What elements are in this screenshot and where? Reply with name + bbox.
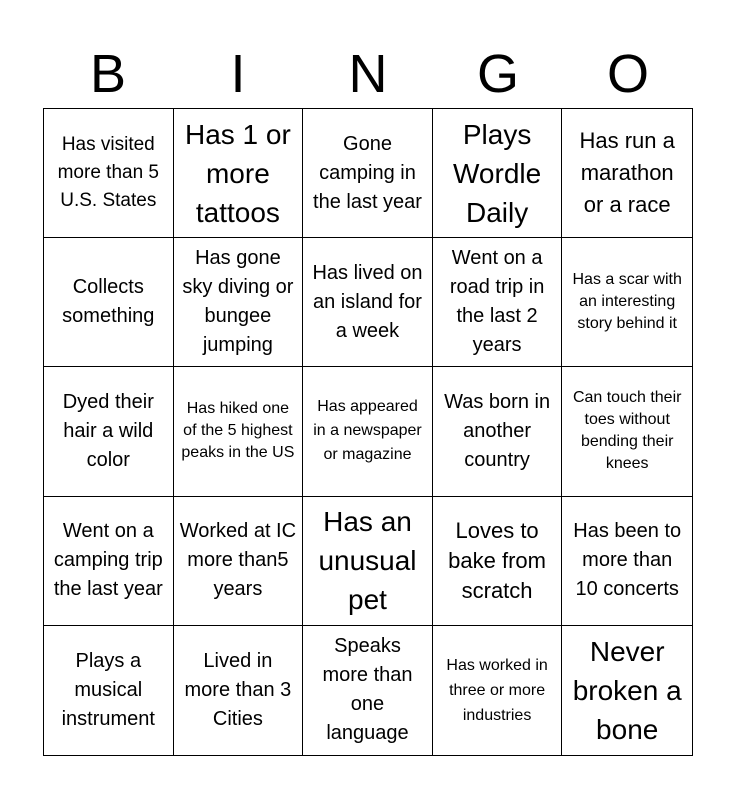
cell-text: Has hiked one of the 5 highest peaks in the US bbox=[181, 400, 295, 462]
cell-text: Has lived on an island for a week bbox=[312, 261, 423, 342]
bingo-board bbox=[43, 108, 693, 756]
cell-text: Can touch their toes without bending their knees bbox=[572, 389, 682, 473]
cell-text: Went on a camping trip the last year bbox=[53, 520, 163, 601]
bingo-cell-r5c3[interactable] bbox=[303, 626, 433, 755]
bingo-header bbox=[43, 40, 693, 108]
header-letter-b: B bbox=[89, 44, 127, 104]
cell-text: Never broken a bone bbox=[572, 635, 682, 745]
cell-text: Was born in another country bbox=[444, 390, 551, 471]
bingo-cell-r3c5[interactable] bbox=[562, 367, 692, 496]
bingo-cell-r2c1[interactable] bbox=[44, 238, 174, 367]
bingo-cell-r1c2[interactable] bbox=[174, 109, 304, 238]
bingo-cell-r3c1[interactable] bbox=[44, 367, 174, 496]
header-letter-n: N bbox=[348, 44, 388, 104]
cell-text: Has gone sky diving or bungee jumping bbox=[182, 247, 294, 357]
bingo-cell-r1c1[interactable] bbox=[44, 109, 174, 238]
header-letter-i: I bbox=[230, 44, 246, 104]
bingo-cell-r5c4[interactable] bbox=[433, 626, 563, 755]
bingo-cell-r2c4[interactable] bbox=[433, 238, 563, 367]
cell-text: Loves to bake from scratch bbox=[448, 517, 546, 603]
bingo-cell-r3c3[interactable] bbox=[303, 367, 433, 496]
cell-text: Has appeared in a newspaper or magazine bbox=[313, 398, 422, 464]
bingo-cell-r5c1[interactable] bbox=[44, 626, 174, 755]
bingo-cell-r3c4[interactable] bbox=[433, 367, 563, 496]
bingo-cell-r2c5[interactable] bbox=[562, 238, 692, 367]
cell-text: Has run a marathon or a race bbox=[579, 128, 675, 218]
bingo-cell-r4c4[interactable] bbox=[433, 497, 563, 626]
cell-text: Plays Wordle Daily bbox=[453, 118, 542, 228]
cell-text: Has a scar with an interesting story behind it bbox=[572, 271, 682, 333]
cell-text: Gone camping in the last year bbox=[313, 132, 422, 213]
cell-text: Has worked in three or more industries bbox=[446, 656, 548, 724]
cell-text: Plays a musical instrument bbox=[61, 649, 155, 730]
cell-text: Lived in more than 3 Cities bbox=[184, 649, 292, 730]
bingo-cell-r4c2[interactable] bbox=[174, 497, 304, 626]
bingo-cell-r2c3[interactable] bbox=[303, 238, 433, 367]
cell-text: Has visited more than 5 U.S. States bbox=[57, 134, 159, 212]
bingo-cell-r2c2[interactable] bbox=[174, 238, 304, 367]
bingo-cell-r4c5[interactable] bbox=[562, 497, 692, 626]
cell-text: Collects something bbox=[62, 276, 155, 328]
cell-text: Speaks more than one language bbox=[322, 635, 413, 745]
header-letter-o: O bbox=[606, 44, 649, 104]
cell-text: Went on a road trip in the last 2 years bbox=[449, 247, 545, 357]
bingo-cell-r4c3[interactable] bbox=[303, 497, 433, 626]
bingo-cell-r1c3[interactable] bbox=[303, 109, 433, 238]
bingo-cell-r1c4[interactable] bbox=[433, 109, 563, 238]
cell-text: Has been to more than 10 concerts bbox=[573, 520, 682, 601]
header-letter-g: G bbox=[476, 44, 519, 104]
cell-text: Has an unusual pet bbox=[318, 506, 417, 616]
bingo-cell-r5c2[interactable] bbox=[174, 626, 304, 755]
bingo-cell-r1c5[interactable] bbox=[562, 109, 692, 238]
bingo-cell-r4c1[interactable] bbox=[44, 497, 174, 626]
cell-text: Has 1 or more tattoos bbox=[184, 118, 291, 228]
bingo-cell-r5c5[interactable] bbox=[562, 626, 692, 755]
cell-text: Dyed their hair a wild color bbox=[62, 390, 154, 471]
cell-text: Worked at IC more than5 years bbox=[179, 520, 297, 601]
bingo-cell-r3c2[interactable] bbox=[174, 367, 304, 496]
